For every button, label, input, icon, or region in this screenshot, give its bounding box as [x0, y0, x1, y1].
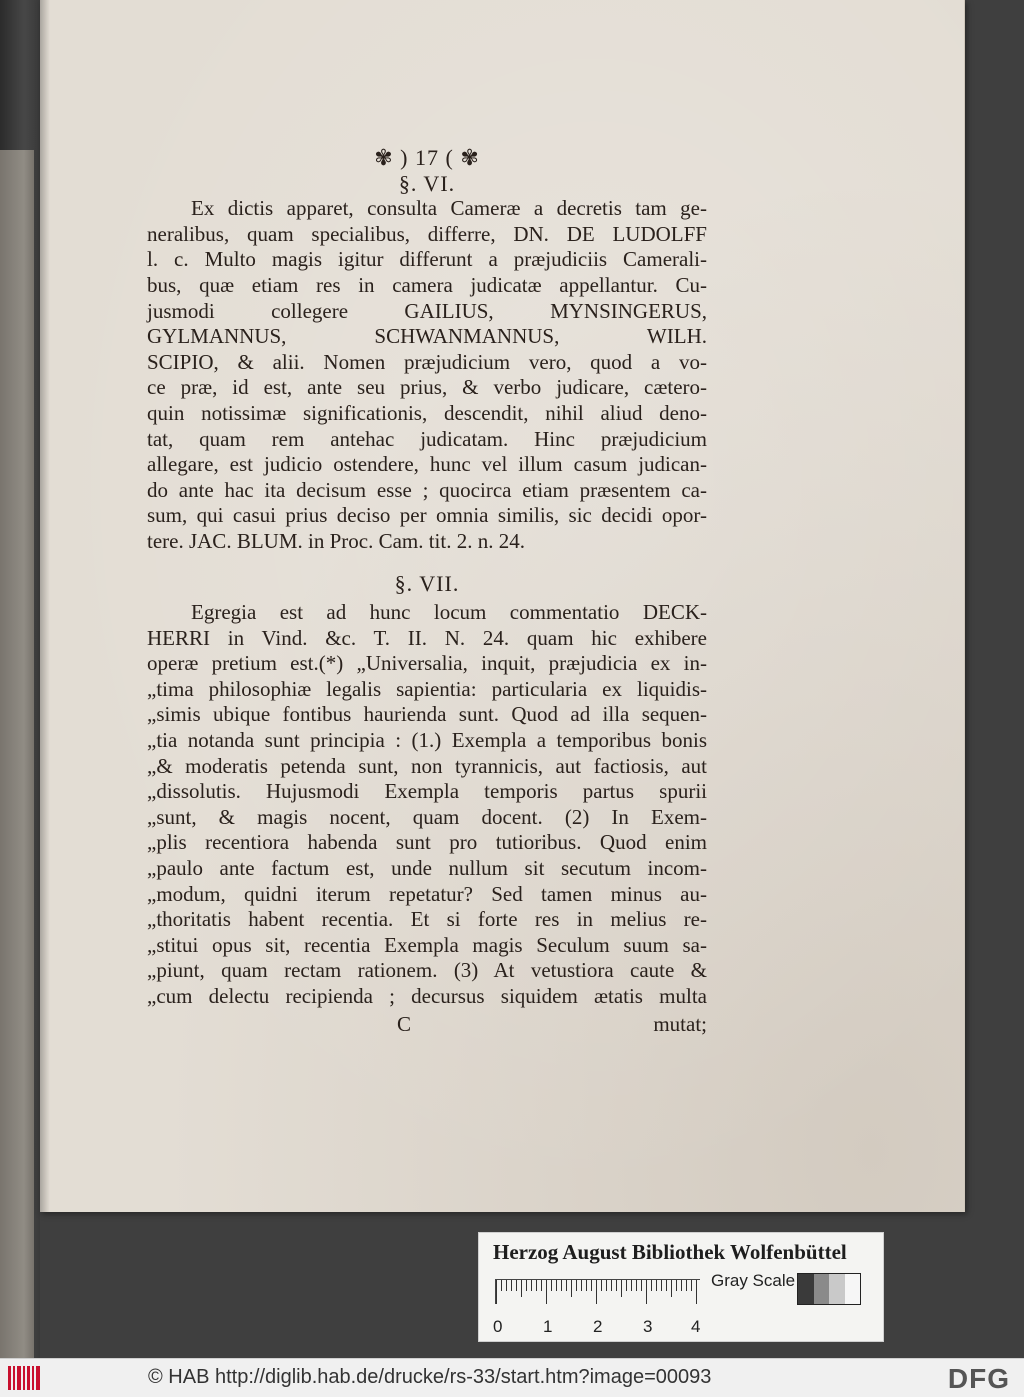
ruler-tick — [671, 1280, 672, 1297]
ruler-tick — [631, 1280, 632, 1291]
ruler-tick — [571, 1280, 572, 1297]
ruler-number: 4 — [691, 1317, 701, 1336]
text-line: „thoritatis habent recentia. Et si forte res in melius re- — [147, 907, 707, 932]
ruler-tick — [526, 1280, 527, 1291]
text-line: „stitui opus sit, recentia Exempla magis Seculum suum sa- — [147, 932, 707, 957]
text-line: tere. JAC. BLUM. in Proc. Cam. tit. 2. n. 24. — [147, 528, 525, 553]
cm-ruler — [495, 1279, 700, 1304]
ruler-tick — [581, 1280, 582, 1291]
text-line: „piunt, quam rectam rationem. (3) At vetustiora caute & — [147, 958, 707, 983]
hab-color-card — [478, 1232, 884, 1342]
text-line: SCIPIO, & alii. Nomen præjudicium vero, quod a vo- — [147, 349, 707, 374]
ruler-tick — [501, 1280, 502, 1291]
text-line: operæ pretium est.(*) „Universalia, inquit, præjudicia ex in- — [147, 651, 707, 676]
section-heading-vi: §. VI. — [398, 170, 456, 196]
ruler-tick — [496, 1280, 497, 1304]
text-line: jusmodi collegere GAILIUS, MYNSINGERUS, — [147, 298, 707, 323]
text-line: quin notissimæ significationis, descendit, nihil aliud deno- — [147, 400, 707, 425]
page-gutter-shadow — [40, 0, 50, 1212]
ruler-tick — [576, 1280, 577, 1291]
page-header: ✾ ) 17 ( ✾ — [374, 145, 480, 170]
gray-scale-swatches — [797, 1273, 861, 1305]
ruler-tick — [656, 1280, 657, 1291]
text-line: „tia notanda sunt principia : (1.) Exempla a temporibus bonis — [147, 728, 707, 753]
ruler-tick — [561, 1280, 562, 1291]
ruler-tick — [651, 1280, 652, 1291]
ruler-tick — [566, 1280, 567, 1291]
ruler-tick — [521, 1280, 522, 1297]
ruler-tick — [661, 1280, 662, 1291]
text-line: „& moderatis petenda sunt, non tyrannicis, aut factiosis, aut — [147, 753, 707, 778]
ruler-tick — [611, 1280, 612, 1291]
ruler-tick — [551, 1280, 552, 1291]
text-line: „plis recentiora habenda sunt pro tutioribus. Quod enim — [147, 830, 707, 855]
text-line: ce præ, id est, ante seu prius, & verbo judicare, cætero- — [147, 375, 707, 400]
dfg-logo: DFG — [947, 1363, 1010, 1394]
gray-swatch — [845, 1274, 861, 1304]
ruler-number: 2 — [593, 1317, 603, 1336]
ruler-number: 0 — [493, 1317, 503, 1336]
gray-swatch — [829, 1274, 845, 1304]
page-text — [147, 145, 707, 1037]
ruler-tick — [596, 1280, 597, 1304]
ruler-tick — [546, 1280, 547, 1304]
ruler-number: 3 — [643, 1317, 653, 1336]
ruler-tick — [511, 1280, 512, 1291]
text-line: „tima philosophiæ legalis sapientia: particularia ex liquidis- — [147, 676, 707, 701]
ruler-tick — [696, 1280, 697, 1304]
section-heading-vii: §. VII. — [394, 570, 460, 596]
ruler-tick — [676, 1280, 677, 1291]
text-line: bus, quæ etiam res in camera judicatæ appellantur. Cu- — [147, 272, 707, 297]
ruler-tick — [586, 1280, 587, 1291]
paragraph-vi — [147, 196, 707, 554]
text-line: neralibus, quam specialibus, differre, DN. DE LUDOLFF — [147, 221, 707, 246]
gray-swatch — [798, 1274, 814, 1304]
text-line: „paulo ante factum est, unde nullum sit secutum incom- — [147, 856, 707, 881]
text-line: GYLMANNUS, SCHWANMANNUS, WILH. — [147, 324, 707, 349]
text-line: „dissolutis. Hujusmodi Exempla temporis partus spurii — [147, 779, 707, 804]
ruler-tick — [636, 1280, 637, 1291]
paragraph-vii — [147, 600, 707, 1010]
text-line: Ex dictis apparet, consulta Cameræ a decretis tam ge- — [191, 196, 707, 221]
signature-mark: C — [397, 1011, 412, 1036]
ruler-tick — [666, 1280, 667, 1291]
text-line: do ante hac ita decisum esse ; quocirca etiam præsentem ca- — [147, 477, 707, 502]
ruler-tick — [591, 1280, 592, 1291]
ruler-tick — [531, 1280, 532, 1291]
text-line: Egregia est ad hunc locum commentatio DECK- — [191, 600, 707, 625]
ruler-tick — [606, 1280, 607, 1291]
ruler-tick — [556, 1280, 557, 1291]
text-line: sum, qui casui prius deciso per omnia similis, sic decidi opor- — [147, 503, 707, 528]
text-line: HERRI in Vind. &c. T. II. N. 24. quam hic exhibere — [147, 625, 707, 650]
ruler-tick — [601, 1280, 602, 1291]
ruler-tick — [616, 1280, 617, 1291]
footer-credit-link[interactable]: © HAB http://diglib.hab.de/drucke/rs-33/start.htm?image=00093 — [148, 1366, 712, 1388]
gray-swatch — [814, 1274, 830, 1304]
text-line: tat, quam rem antehac judicatam. Hinc præjudicium — [147, 426, 707, 451]
ruler-tick — [536, 1280, 537, 1291]
ruler-number: 1 — [543, 1317, 553, 1336]
page-foot-line — [147, 1012, 707, 1038]
ruler-tick — [621, 1280, 622, 1297]
ruler-tick — [691, 1280, 692, 1291]
text-line: „cum delectu recipienda ; decursus siquidem ætatis multa — [147, 984, 707, 1008]
ruler-tick — [646, 1280, 647, 1304]
ruler-tick — [626, 1280, 627, 1291]
ruler-tick — [686, 1280, 687, 1291]
catchword: mutat; — [653, 1011, 707, 1036]
text-line: allegare, est judicio ostendere, hunc vel illum casum judican- — [147, 452, 707, 477]
card-title: Herzog August Bibliothek Wolfenbüttel — [493, 1240, 847, 1264]
footer-bar — [0, 1358, 1024, 1397]
ruler-tick — [681, 1280, 682, 1291]
text-line: „modum, quidni iterum repetatur? Sed tamen minus au- — [147, 881, 707, 906]
text-line: „sunt, & magis nocent, quam docent. (2) In Exem- — [147, 804, 707, 829]
hab-barcode-logo-icon — [6, 1363, 44, 1393]
ruler-tick — [516, 1280, 517, 1291]
ruler-tick — [641, 1280, 642, 1291]
adjacent-page-edge — [0, 150, 34, 1360]
ruler-tick — [541, 1280, 542, 1291]
text-line: l. c. Multo magis igitur differunt a præjudiciis Camerali- — [147, 247, 707, 272]
gray-scale-label: Gray Scale — [711, 1271, 796, 1290]
text-line: „simis ubique fontibus haurienda sunt. Quod ad illa sequen- — [147, 702, 707, 727]
ruler-tick — [506, 1280, 507, 1291]
